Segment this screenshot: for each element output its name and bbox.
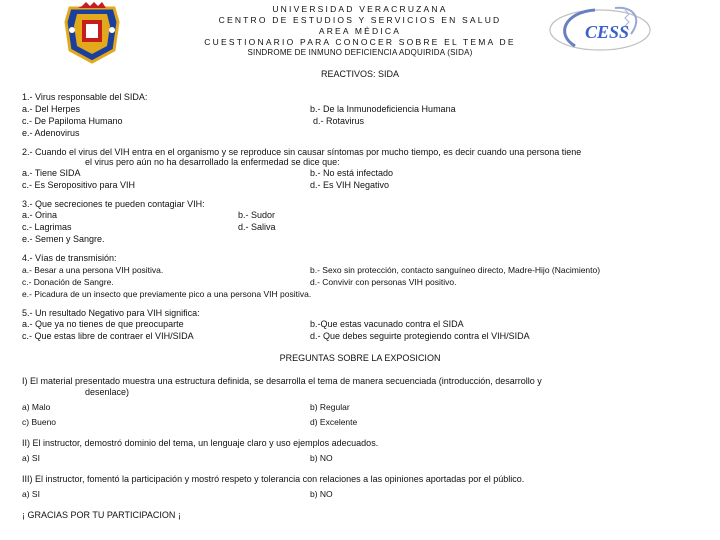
s1-option-a: a) Malo	[22, 402, 51, 412]
question-2-cont: el virus pero aún no ha desarrollado la enfermedad se dice que:	[85, 157, 340, 167]
header-topic: SINDROME DE INMUNO DEFICIENCIA ADQUIRIDA (SIDA)	[247, 48, 473, 57]
q1-option-b: b.- De la Inmunodeficiencia Humana	[310, 104, 456, 114]
q4-option-a: a.- Besar a una persona VIH positiva.	[22, 265, 164, 275]
s1-option-d: d) Excelente	[310, 417, 358, 427]
reactivos-title: REACTIVOS: SIDA	[320, 69, 400, 79]
q4-option-e: e.- Picadura de un insecto que previamente pico a una persona VIH positiva.	[22, 289, 312, 299]
question-4: 4.- Vías de transmisión:	[22, 253, 117, 263]
q3-option-d: d.- Saliva	[238, 222, 276, 232]
header-cuestionario: CUESTIONARIO PARA CONOCER SOBRE EL TEMA DE	[204, 37, 516, 47]
q3-option-a: a.- Orina	[22, 210, 58, 220]
q2-option-a: a.- Tiene SIDA	[22, 168, 81, 178]
q1-option-a: a.- Del Herpes	[22, 104, 81, 114]
q2-option-c: c.- Es Seropositivo para VIH	[22, 180, 136, 190]
q1-option-c: c.- De Papiloma Humano	[22, 116, 123, 126]
q5-option-b: b.-Que estas vacunado contra el SIDA	[310, 319, 464, 329]
survey-3: III) El instructor, fomentó la participación y mostró respeto y tolerancia con relaciones a las opiniones aportadas por el público.	[22, 474, 525, 484]
q2-option-b: b.- No está infectado	[310, 168, 394, 178]
survey-1: I) El material presentado muestra una estructura definida, se desarrolla el tema de manera secuenciada (introducción, desarrollo y	[22, 376, 542, 386]
s2-option-a: a) SI	[22, 453, 40, 463]
closing-message: ¡ GRACIAS POR TU PARTICIPACION ¡	[22, 510, 181, 520]
q4-option-b: b.- Sexo sin protección, contacto sanguíneo directo, Madre-Hijo (Nacimiento)	[310, 265, 601, 275]
q4-option-d: d.- Convivir con personas VIH positivo.	[310, 277, 457, 287]
q5-option-c: c.- Que estas libre de contraer el VIH/SIDA	[22, 331, 194, 341]
q5-option-a: a.- Que ya no tienes de que preocuparte	[22, 319, 184, 329]
header-area: AREA MÉDICA	[318, 26, 402, 36]
question-2: 2.- Cuando el virus del VIH entra en el organismo y se reproduce sin causar síntomas por mucho tiempo, es decir cuando una persona tiene	[22, 147, 582, 157]
s2-option-b: b) NO	[310, 453, 333, 463]
q5-option-d: d.- Que debes seguirte protegiendo contra el VIH/SIDA	[310, 331, 530, 341]
cess-logo-text: CESS	[585, 22, 630, 42]
q2-option-d: d.- Es VIH Negativo	[310, 180, 390, 190]
header-university: UNIVERSIDAD VERACRUZANA	[272, 4, 448, 14]
q3-option-c: c.- Lagrimas	[22, 222, 72, 232]
s3-option-b: b) NO	[310, 489, 333, 499]
q3-option-b: b.- Sudor	[238, 210, 276, 220]
question-3: 3.- Que secreciones te pueden contagiar VIH:	[22, 199, 205, 209]
s1-option-b: b) Regular	[310, 402, 350, 412]
exposicion-title: PREGUNTAS SOBRE LA EXPOSICION	[279, 353, 441, 363]
s1-option-c: c) Bueno	[22, 417, 57, 427]
q1-option-d: d.- Rotavirus	[313, 116, 365, 126]
q4-option-c: c.- Donación de Sangre.	[22, 277, 114, 287]
question-1: 1.- Virus responsable del SIDA:	[22, 92, 148, 102]
q3-option-e: e.- Semen y Sangre.	[22, 234, 105, 244]
header-center: CENTRO DE ESTUDIOS Y SERVICIOS EN SALUD	[218, 15, 502, 25]
survey-1-cont: desenlace)	[85, 387, 130, 397]
question-5: 5.- Un resultado Negativo para VIH significa:	[22, 308, 200, 318]
s3-option-a: a) SI	[22, 489, 40, 499]
q1-option-e: e.- Adenovirus	[22, 128, 80, 138]
survey-2: II) El instructor, demostró dominio del tema, un lenguaje claro y uso ejemplos adecuados.	[22, 438, 379, 448]
